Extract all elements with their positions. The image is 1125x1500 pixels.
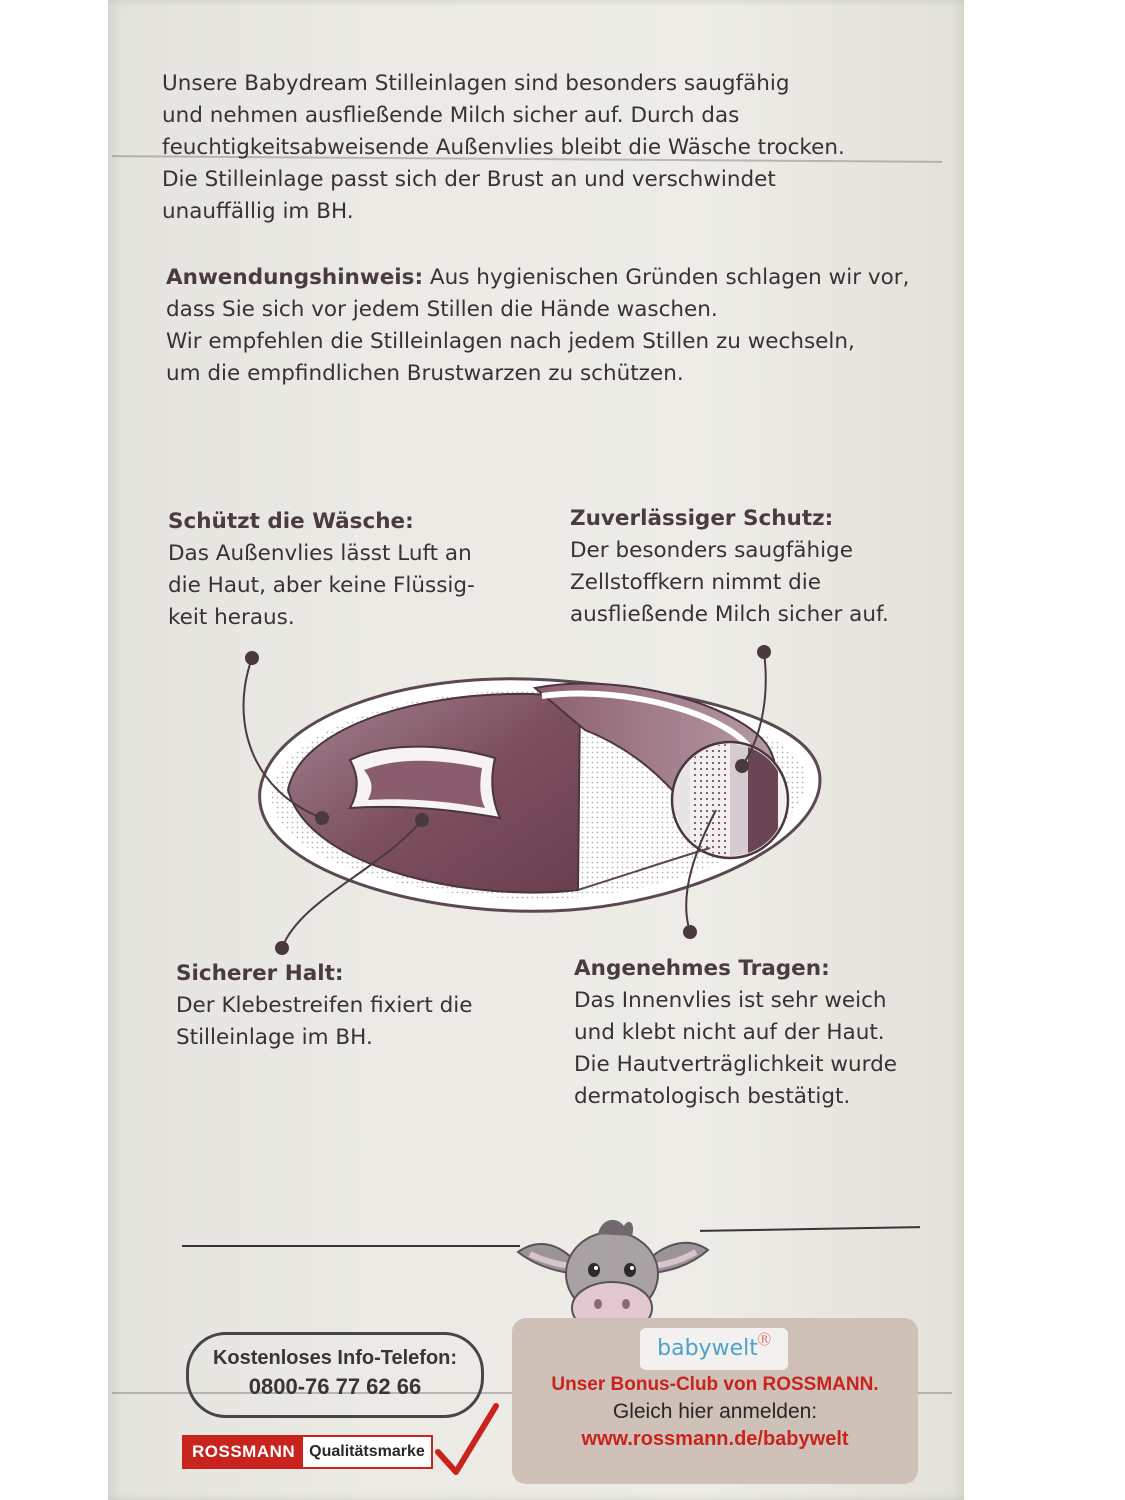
- intro-line: Die Stilleinlage passt sich der Brust an und verschwindet: [162, 167, 776, 192]
- feature-line: Das Innenvlies ist sehr weich: [574, 988, 887, 1013]
- feature-comfort: [574, 953, 897, 1113]
- feature-line: Der besonders saugfähige: [570, 538, 853, 563]
- feature-line: und klebt nicht auf der Haut.: [574, 1020, 885, 1045]
- intro-line: unauffällig im BH.: [162, 199, 354, 224]
- feature-line: Die Hautverträglichkeit wurde: [574, 1052, 897, 1077]
- usage-heading: Anwendungshinweis:: [166, 265, 424, 290]
- info-phone-label: Kostenloses Info-Telefon:: [212, 1347, 458, 1369]
- feature-line: Der Klebestreifen fixiert die: [176, 993, 473, 1018]
- info-phone-number: 0800-76 77 62 66: [248, 1374, 422, 1399]
- callout-dot: [245, 651, 259, 665]
- intro-line: Unsere Babydream Stilleinlagen sind besonders saugfähig: [162, 71, 790, 96]
- rossmann-quality-mark: [182, 1435, 433, 1469]
- intro-line: feuchtigkeitsabweisende Außenvlies bleibt die Wäsche trocken.: [162, 135, 845, 160]
- feature-line: Das Außenvlies lässt Luft an: [168, 541, 472, 566]
- feature-line: die Haut, aber keine Flüssig-: [168, 573, 475, 598]
- callout-dot: [683, 925, 697, 939]
- bonus-club-panel: [512, 1318, 918, 1484]
- feature-hold: [176, 958, 473, 1054]
- checkmark-icon: [432, 1400, 502, 1480]
- callout-dot: [415, 813, 429, 827]
- usage-line: Wir empfehlen die Stilleinlagen nach jedem Stillen zu wechseln,: [166, 329, 855, 354]
- bonus-club-line: Unser Bonus-Club von ROSSMANN.: [551, 1374, 879, 1395]
- callout-dot: [275, 941, 289, 955]
- babywelt-badge: [640, 1328, 788, 1370]
- feature-protects-heading: Schützt die Wäsche:: [168, 509, 414, 534]
- feature-reliable-heading: Zuverlässiger Schutz:: [570, 506, 834, 531]
- babywelt-logo-text: babywelt: [657, 1336, 758, 1361]
- usage-line: Aus hygienischen Gründen schlagen wir vor,: [423, 265, 910, 290]
- feature-line: Stilleinlage im BH.: [176, 1025, 373, 1050]
- quality-label: Qualitätsmarke: [303, 1437, 431, 1467]
- usage-line: um die empfindlichen Brustwarzen zu schützen.: [166, 361, 684, 386]
- callout-dot: [315, 811, 329, 825]
- feature-comfort-heading: Angenehmes Tragen:: [574, 956, 830, 981]
- registered-icon: Ⓡ: [757, 1333, 771, 1348]
- callout-dot: [735, 759, 749, 773]
- bonus-club-signup: Gleich hier anmelden:: [612, 1400, 818, 1423]
- usage-line: dass Sie sich vor jedem Stillen die Hände waschen.: [166, 297, 718, 322]
- rossmann-logo: ROSSMANN: [184, 1437, 303, 1467]
- feature-line: ausfließende Milch sicher auf.: [570, 602, 889, 627]
- bonus-club-url: www.rossmann.de/babywelt: [581, 1428, 849, 1450]
- feature-line: Zellstoffkern nimmt die: [570, 570, 821, 595]
- feature-hold-heading: Sicherer Halt:: [176, 961, 344, 986]
- callout-dot: [757, 645, 771, 659]
- intro-line: und nehmen ausfließende Milch sicher auf. Durch das: [162, 103, 740, 128]
- feature-line: keit heraus.: [168, 605, 295, 630]
- divider-left: [182, 1245, 520, 1247]
- feature-line: dermatologisch bestätigt.: [574, 1084, 851, 1109]
